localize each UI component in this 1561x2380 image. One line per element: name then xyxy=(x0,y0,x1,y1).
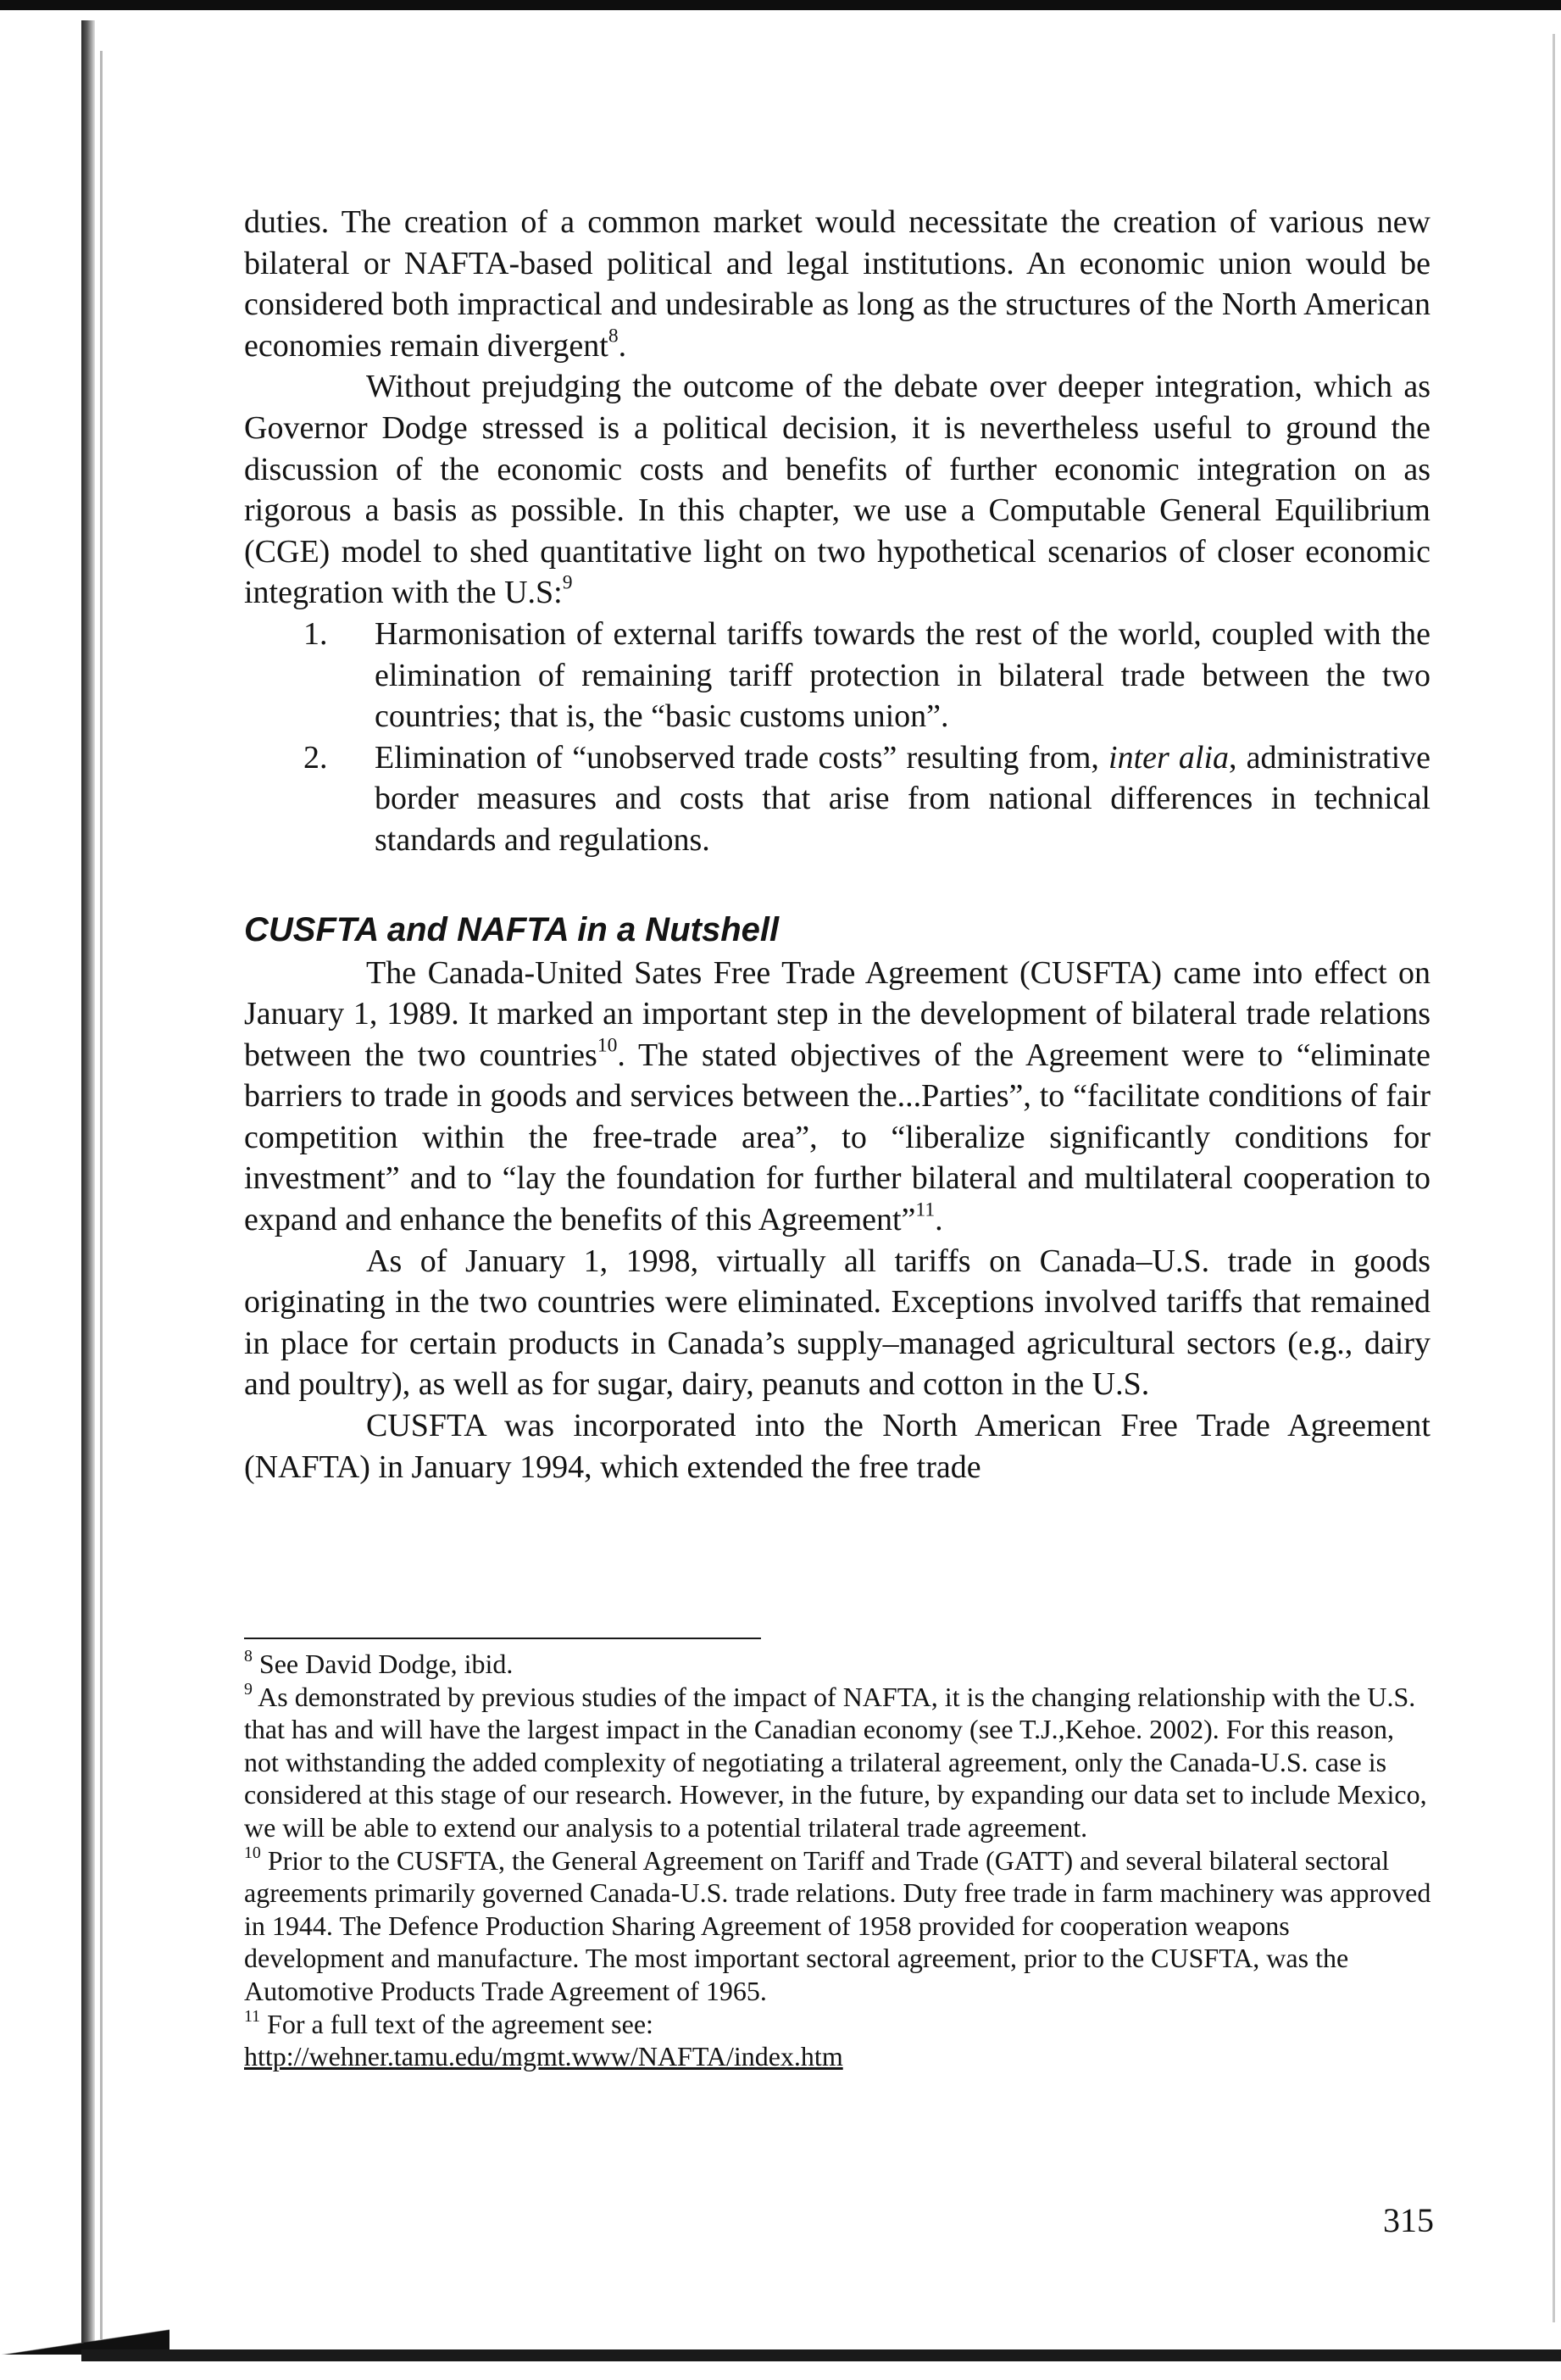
list-item-text-end: , administrative border measures and costs that arise from national differences in technical standards and regulations. xyxy=(375,739,1431,858)
footnote-number: 10 xyxy=(244,1843,261,1862)
paragraph-2 xyxy=(244,366,1430,614)
footnote-text: For a full text of the agreement see: xyxy=(267,2008,653,2039)
scan-border-top xyxy=(0,0,1561,10)
list-item-text: Elimination of “unobserved trade costs” resulting from, xyxy=(375,739,1109,776)
paragraph-3-text: The Canada-United Sates Free Trade Agreement (CUSFTA) came into effect on January 1, 1989. It marked an important step in the development of bilateral trade relations between the two countries xyxy=(244,954,1430,1073)
footnote-number: 8 xyxy=(244,1647,253,1666)
list-item xyxy=(244,737,1430,861)
footnote-text: See David Dodge, ibid. xyxy=(258,1649,514,1679)
footnote-10 xyxy=(244,1844,1435,2008)
footnote-ref-10: 10 xyxy=(597,1034,618,1057)
scan-border-left xyxy=(81,20,95,2343)
footnote-divider xyxy=(244,1638,761,1639)
list-item xyxy=(244,614,1430,737)
footnote-ref-9: 9 xyxy=(562,571,573,594)
footnote-ref-8: 8 xyxy=(608,325,619,348)
paragraph-2-text: Without prejudging the outcome of the debate over deeper integration, which as Governor Dodge stressed is a political decision, it is nevertheless useful to ground the discussion of the economic costs and benefits of further economic integration on as rigorous a basis as possible. In this chapter, we use a Computable General Equilibrium (CGE) model to shed quantitative light on two hypothetical scenarios of closer economic integration with the U.S: xyxy=(244,369,1430,611)
footnote-text: Prior to the CUSFTA, the General Agreement on Tariff and Trade (GATT) and several bilateral sectoral agreements primarily governed Canada-U.S. trade relations. Duty free trade in farm machinery was approved in 1944. The Defence Production Sharing Agreement of 1958 provided for cooperation weapons development and manufacture. The most important sectoral agreement, prior to the CUSFTA, was the Automotive Products Trade Agreement of 1965. xyxy=(244,1844,1431,2006)
scan-border-right xyxy=(1553,34,1555,2322)
paragraph-4: As of January 1, 1998, virtually all tariffs on Canada–U.S. trade in goods originating in the two countries were eliminated. Exceptions involved tariffs that remained in place for certain products in Canada’s supply–managed agricultural sectors (e.g., dairy and poultry), as well as for sugar, dairy, peanuts and cotton in the U.S. xyxy=(244,1243,1430,1403)
list-item-text: Harmonisation of external tariffs towards the rest of the world, coupled with the elimination of remaining tariff protection in bilateral trade between the two countries; that is, the “basic customs union”. xyxy=(375,615,1430,735)
footnote-ref-11: 11 xyxy=(915,1198,936,1221)
list-item-italic: inter alia xyxy=(1108,739,1230,776)
footnote-number: 9 xyxy=(244,1679,253,1699)
paragraph-5: CUSFTA was incorporated into the North American Free Trade Agreement (NAFTA) in January 1994, which extended the free trade xyxy=(244,1408,1430,1485)
paragraph-3-tail: . xyxy=(935,1202,943,1238)
list-item-number: 2. xyxy=(303,739,328,776)
scan-border-bottom xyxy=(81,2349,1561,2361)
paragraph-1-text: duties. The creation of a common market would necessitate the creation of various new bilateral or NAFTA-based political and legal institutions. An economic union would be considered both impractical and undesirable as long as the structures of the North American economies remain divergent xyxy=(244,204,1430,364)
main-text xyxy=(244,202,1430,1488)
paragraph-3 xyxy=(244,953,1430,1241)
footnote-11 xyxy=(244,2008,1435,2073)
paragraph-3-text-cont: . The stated objectives of the Agreement were to “eliminate barriers to trade in goods and services between the...Parties”, to “facilitate conditions of fair competition within the free-trade area”, to “liberalize significantly conditions for investment” and to “lay the foundation for further bilateral and multilateral cooperation to expand and enhance the benefits of this Agreement” xyxy=(244,1037,1430,1238)
footnote-9 xyxy=(244,1681,1435,1844)
scan-border-left-inner xyxy=(100,51,103,2339)
scenario-list xyxy=(244,614,1430,861)
section-heading: CUSFTA and NAFTA in a Nutshell xyxy=(244,910,780,948)
footnote-text: As demonstrated by previous studies of the impact of NAFTA, it is the changing relationship with the U.S. that has and will have the largest impact in the Canadian economy (see T.J.,Kehoe. 2002). For this reason, not withstanding the added complexity of negotiating a trilateral agreement, only the Canada-U.S. case is considered at this stage of our research. However, in the future, by expanding our data set to include Mexico, we will be able to extend our analysis to a potential trilateral trade agreement. xyxy=(244,1681,1427,1843)
footnote-8 xyxy=(244,1648,1435,1681)
paragraph-1 xyxy=(244,202,1430,366)
footnotes xyxy=(244,1648,1435,2073)
nafta-text-link[interactable]: http://wehner.tamu.edu/mgmt.www/NAFTA/index.htm xyxy=(244,2041,843,2072)
paragraph-1-tail: . xyxy=(618,327,627,364)
list-item-number: 1. xyxy=(303,615,328,652)
page-number: 315 xyxy=(1383,2201,1434,2239)
footnote-number: 11 xyxy=(244,2006,261,2026)
